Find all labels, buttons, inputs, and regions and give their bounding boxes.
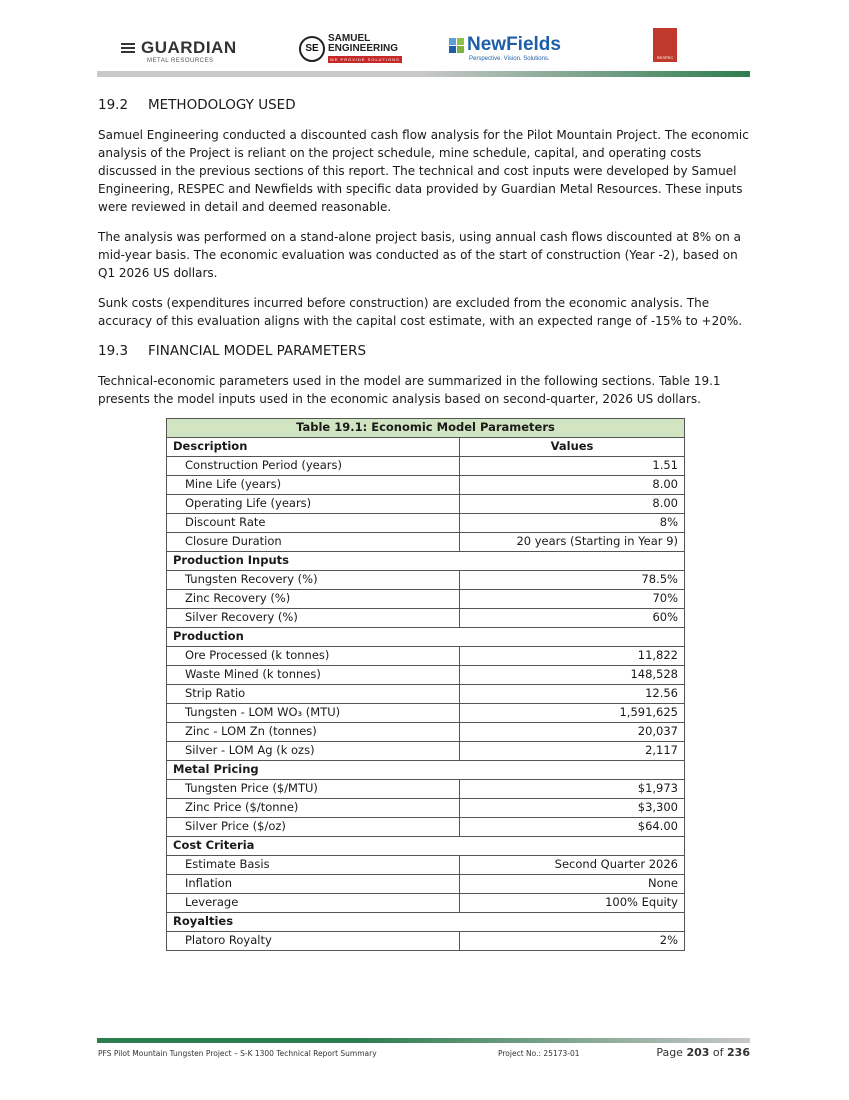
row-value: 11,822 [460, 647, 685, 666]
paragraph: Sunk costs (expenditures incurred before construction) are excluded from the economic analysis. The accuracy of this evaluation aligns with the capital cost estimate, with an expected range of -15% to +20%. [98, 296, 743, 328]
row-value: 20,037 [460, 723, 685, 742]
row-label: Silver Recovery (%) [167, 609, 460, 628]
row-value: 60% [460, 609, 685, 628]
table-title: Table 19.1: Economic Model Parameters [167, 419, 685, 438]
row-label: Leverage [167, 894, 460, 913]
table-row [167, 495, 685, 514]
table-row [167, 457, 685, 476]
table-row [167, 685, 685, 704]
page-of: of [712, 1046, 724, 1059]
table-row [167, 590, 685, 609]
table-category-row [167, 552, 685, 571]
row-label: Zinc Price ($/tonne) [167, 799, 460, 818]
footer-project-number: Project No.: 25173-01 [498, 1049, 580, 1058]
category-label: Cost Criteria [167, 837, 685, 856]
row-value: 78.5% [460, 571, 685, 590]
newfields-name: NewFields [467, 34, 561, 55]
table-row [167, 723, 685, 742]
section-title: FINANCIAL MODEL PARAMETERS [148, 343, 367, 359]
page-content [98, 96, 750, 951]
samuel-line2: ENGINEERING [328, 43, 399, 54]
page-total: 236 [727, 1046, 750, 1059]
row-value: $1,973 [460, 780, 685, 799]
row-label: Tungsten Recovery (%) [167, 571, 460, 590]
newfields-subtitle: Perspective. Vision. Solutions. [469, 56, 550, 62]
footer-rule [97, 1038, 750, 1043]
table-row [167, 742, 685, 761]
row-label: Platoro Royalty [167, 932, 460, 951]
table-row [167, 647, 685, 666]
category-label: Production [167, 628, 685, 647]
table-category-row [167, 837, 685, 856]
economic-model-parameters-table [166, 418, 685, 951]
column-header-description: Description [167, 438, 460, 457]
table-row [167, 476, 685, 495]
header-rule [97, 71, 750, 77]
row-value: 8.00 [460, 495, 685, 514]
row-label: Zinc - LOM Zn (tonnes) [167, 723, 460, 742]
category-label: Royalties [167, 913, 685, 932]
guardian-logo [121, 38, 237, 64]
row-value: 1,591,625 [460, 704, 685, 723]
table-row [167, 514, 685, 533]
table-row [167, 571, 685, 590]
samuel-mark-icon: SE [299, 36, 325, 62]
row-value: 12.56 [460, 685, 685, 704]
row-value: 2,117 [460, 742, 685, 761]
row-label: Discount Rate [167, 514, 460, 533]
newfields-logo [449, 34, 561, 62]
table-row [167, 799, 685, 818]
row-value: 20 years (Starting in Year 9) [460, 533, 685, 552]
row-label: Tungsten - LOM WO₃ (MTU) [167, 704, 460, 723]
row-value: 8.00 [460, 476, 685, 495]
table-category-row [167, 761, 685, 780]
row-label: Estimate Basis [167, 856, 460, 875]
row-label: Operating Life (years) [167, 495, 460, 514]
table-category-row [167, 628, 685, 647]
row-label: Strip Ratio [167, 685, 460, 704]
table-row [167, 875, 685, 894]
page-number [656, 1046, 750, 1059]
row-label: Tungsten Price ($/MTU) [167, 780, 460, 799]
section-title: METHODOLOGY USED [148, 97, 296, 113]
guardian-name: GUARDIAN [141, 38, 237, 57]
newfields-squares-icon [449, 38, 464, 53]
row-value: 100% Equity [460, 894, 685, 913]
guardian-bars-icon [121, 41, 135, 55]
row-label: Closure Duration [167, 533, 460, 552]
row-value: $64.00 [460, 818, 685, 837]
paragraph: Technical-economic parameters used in the model are summarized in the following sections. Table 19.1 presents the model inputs used in the economic analysis based on second-quarter, 2026 US dollars. [98, 374, 721, 406]
samuel-line1: SAMUEL [328, 33, 371, 44]
row-value: None [460, 875, 685, 894]
footer-report-title: PFS Pilot Mountain Tungsten Project – S-K 1300 Technical Report Summary [98, 1049, 377, 1058]
row-label: Mine Life (years) [167, 476, 460, 495]
row-label: Silver - LOM Ag (k ozs) [167, 742, 460, 761]
table-row [167, 932, 685, 951]
column-header-values: Values [460, 438, 685, 457]
guardian-subtitle: METAL RESOURCES [147, 58, 214, 64]
row-label: Silver Price ($/oz) [167, 818, 460, 837]
section-number: 19.2 [98, 97, 129, 113]
row-label: Zinc Recovery (%) [167, 590, 460, 609]
row-label: Waste Mined (k tonnes) [167, 666, 460, 685]
section-heading-19-2 [98, 96, 750, 114]
respec-logo: RESPEC [653, 28, 677, 62]
row-label: Ore Processed (k tonnes) [167, 647, 460, 666]
table-row [167, 609, 685, 628]
table-row [167, 780, 685, 799]
row-label: Inflation [167, 875, 460, 894]
page-current: 203 [686, 1046, 710, 1059]
row-value: 70% [460, 590, 685, 609]
paragraph: The analysis was performed on a stand-alone project basis, using annual cash flows discounted at 8% on a mid-year basis. The economic evaluation was conducted as of the start of construction (Year -2), based on Q1 2026 US dollars. [98, 230, 742, 280]
row-value: 1.51 [460, 457, 685, 476]
paragraph: Samuel Engineering conducted a discounted cash flow analysis for the Pilot Mountain Project. The economic analysis of the Project is reliant on the project schedule, mine schedule, capital, and operating costs discussed in the previous sections of this report. The technical and cost inputs were developed by Samuel Engineering, RESPEC and Newfields with specific data provided by Guardian Metal Resources. These inputs were reviewed in detail and deemed reasonable. [98, 128, 749, 214]
section-heading-19-3 [98, 342, 750, 360]
category-label: Metal Pricing [167, 761, 685, 780]
row-value: 8% [460, 514, 685, 533]
table-row [167, 818, 685, 837]
row-value: Second Quarter 2026 [460, 856, 685, 875]
section-number: 19.3 [98, 343, 129, 359]
samuel-engineering-logo [299, 34, 402, 63]
row-value: 2% [460, 932, 685, 951]
table-row [167, 704, 685, 723]
page-word: Page [656, 1046, 683, 1059]
table-row [167, 533, 685, 552]
category-label: Production Inputs [167, 552, 685, 571]
table-row [167, 666, 685, 685]
table-row [167, 894, 685, 913]
row-value: $3,300 [460, 799, 685, 818]
table-row [167, 856, 685, 875]
row-label: Construction Period (years) [167, 457, 460, 476]
samuel-tagline: WE PROVIDE SOLUTIONS [330, 57, 400, 62]
row-value: 148,528 [460, 666, 685, 685]
table-category-row [167, 913, 685, 932]
